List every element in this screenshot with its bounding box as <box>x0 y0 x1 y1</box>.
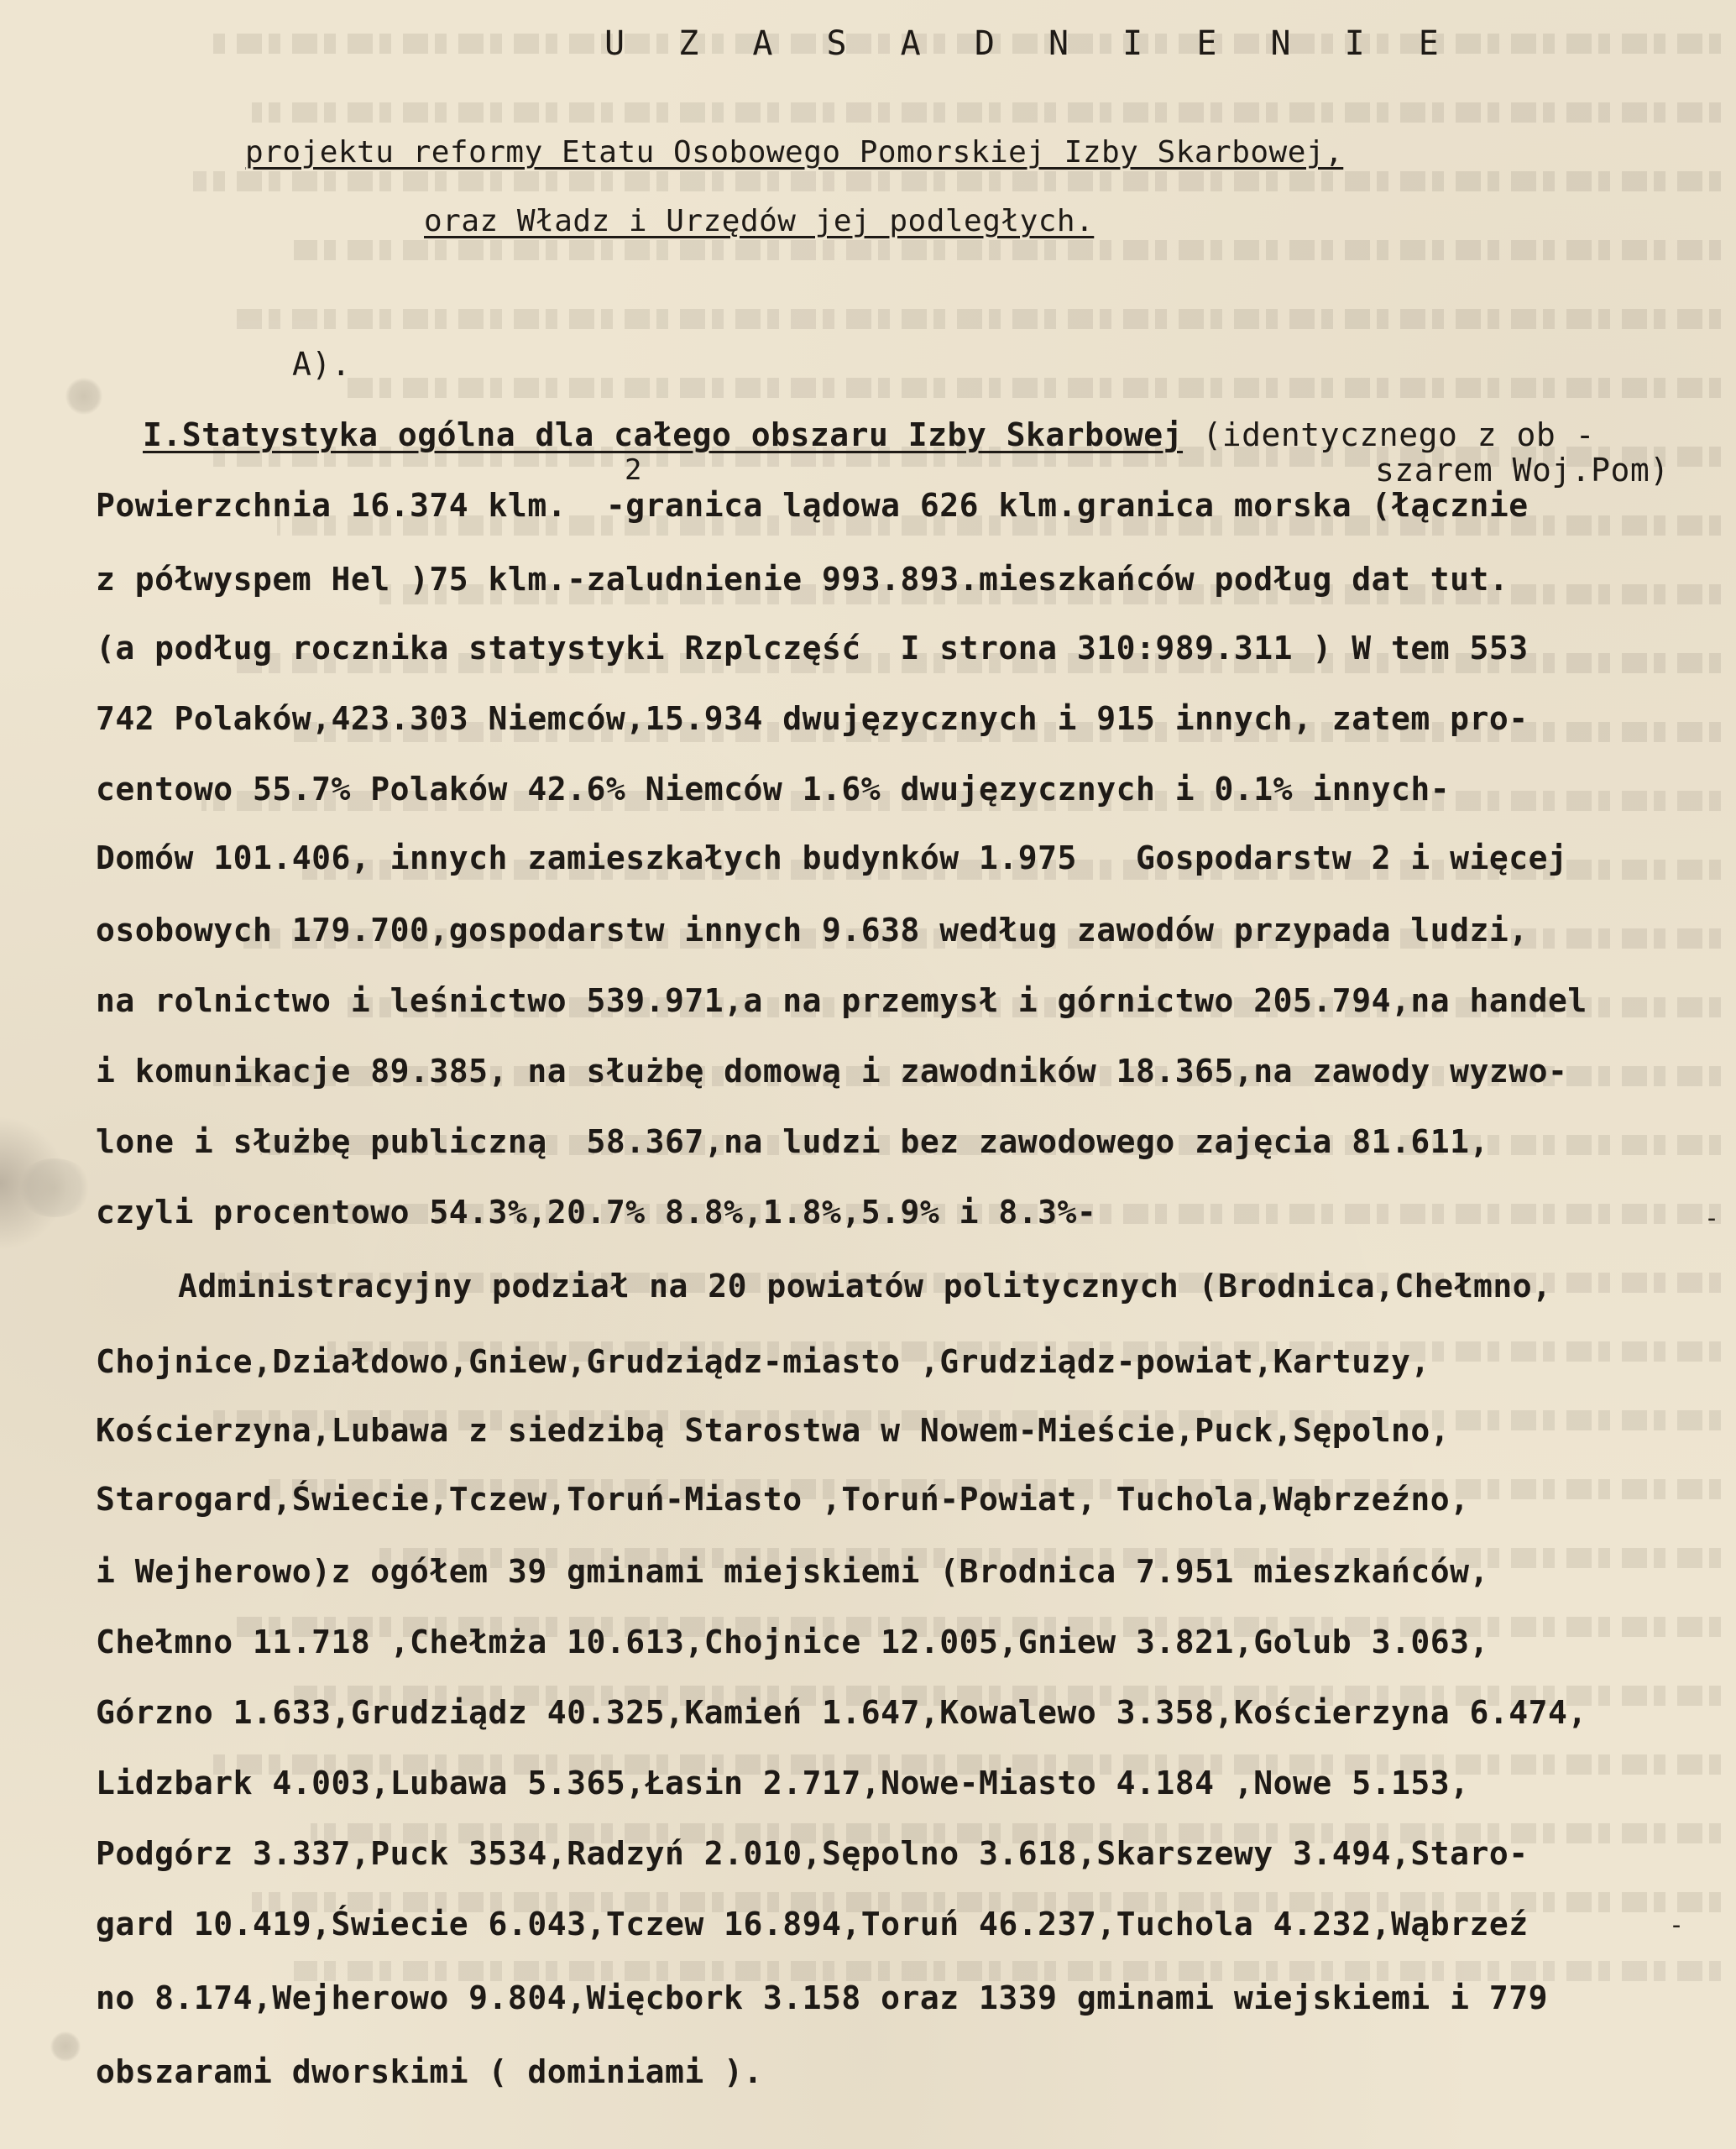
margin-mark: - <box>1669 1911 1685 1940</box>
text-line: centowo 55.7% Polaków 42.6% Niemców 1.6% dwujęzycznych i 0.1% innych- <box>96 771 1451 808</box>
text-line: lone i służbę publiczną 58.367,na ludzi bez zawodowego zajęcia 81.611, <box>96 1123 1489 1160</box>
text-line: Kościerzyna,Lubawa z siedzibą Starostwa w Nowem-Mieście,Puck,Sępolno, <box>96 1412 1451 1449</box>
margin-mark: - <box>1704 1204 1720 1233</box>
text-line: na rolnictwo i leśnictwo 539.971,a na przemysł i górnictwo 205.794,na handel <box>96 982 1587 1019</box>
punch-hole <box>65 378 102 415</box>
document-subtitle: oraz Władz i Urzędów jej podległych. <box>424 204 1095 238</box>
section-heading <box>143 416 1595 453</box>
superscript-2: 2 <box>625 453 642 487</box>
text-line: z półwyspem Hel )75 klm.-zaludnienie 993.893.mieszkańców podług dat tut. <box>96 561 1509 598</box>
text-line: gard 10.419,Świecie 6.043,Tczew 16.894,Toruń 46.237,Tuchola 4.232,Wąbrzeź <box>96 1906 1529 1942</box>
section-heading-underlined: I.Statystyka ogólna dla całego obszaru Izby Skarbowej <box>143 416 1184 453</box>
text-line: no 8.174,Wejherowo 9.804,Więcbork 3.158 oraz 1339 gminami wiejskiemi i 779 <box>96 1979 1548 2016</box>
section-heading-tail2: szarem Woj.Pom) <box>1375 452 1670 489</box>
document-subtitle: projektu reformy Etatu Osobowego Pomorskiej Izby Skarbowej, <box>245 135 1344 170</box>
text-line: Chełmno 11.718 ,Chełmża 10.613,Chojnice 12.005,Gniew 3.821,Golub 3.063, <box>96 1624 1489 1660</box>
text-line: czyli procentowo 54.3%,20.7% 8.8%,1.8%,5.9% i 8.3%- <box>96 1194 1097 1231</box>
text-line: Domów 101.406, innych zamieszkałych budynków 1.975 Gospodarstw 2 i więcej <box>96 839 1568 876</box>
text-line: Powierzchnia 16.374 klm. -granica lądowa 626 klm.granica morska (łącznie <box>96 487 1529 524</box>
text-line: (a podług rocznika statystyki Rzplczęść I strona 310:989.311 ) W tem 553 <box>96 630 1529 667</box>
paper-damage <box>0 1116 67 1251</box>
section-heading-tail: (identycznego z ob - <box>1183 416 1595 453</box>
text-line: Administracyjny podział na 20 powiatów politycznych (Brodnica,Chełmno, <box>178 1268 1552 1305</box>
text-line: Starogard,Świecie,Tczew,Toruń-Miasto ,Toruń-Powiat, Tuchola,Wąbrzeźno, <box>96 1481 1470 1518</box>
text-line: Podgórz 3.337,Puck 3534,Radzyń 2.010,Sępolno 3.618,Skarszewy 3.494,Staro- <box>96 1835 1529 1872</box>
text-line: Lidzbark 4.003,Lubawa 5.365,Łasin 2.717,Nowe-Miasto 4.184 ,Nowe 5.153, <box>96 1765 1470 1801</box>
text-line: Chojnice,Działdowo,Gniew,Grudziądz-miasto ,Grudziądz-powiat,Kartuzy, <box>96 1343 1430 1380</box>
text-line: i komunikacje 89.385, na służbę domową i zawodników 18.365,na zawody wyzwo- <box>96 1053 1568 1090</box>
text-line: Górzno 1.633,Grudziądz 40.325,Kamień 1.647,Kowalewo 3.358,Kościerzyna 6.474, <box>96 1694 1587 1731</box>
text-line: 742 Polaków,423.303 Niemców,15.934 dwujęzycznych i 915 innych, zatem pro- <box>96 700 1529 737</box>
section-marker: A). <box>292 346 352 383</box>
text-line: osobowych 179.700,gospodarstw innych 9.638 według zawodów przypada ludzi, <box>96 912 1529 949</box>
punch-hole <box>50 2031 81 2062</box>
text-line: obszarami dworskimi ( dominiami ). <box>96 2053 763 2090</box>
document-title: U Z A S A D N I E N I E <box>604 24 1456 63</box>
text-line: i Wejherowo)z ogółem 39 gminami miejskiemi (Brodnica 7.951 mieszkańców, <box>96 1553 1489 1590</box>
